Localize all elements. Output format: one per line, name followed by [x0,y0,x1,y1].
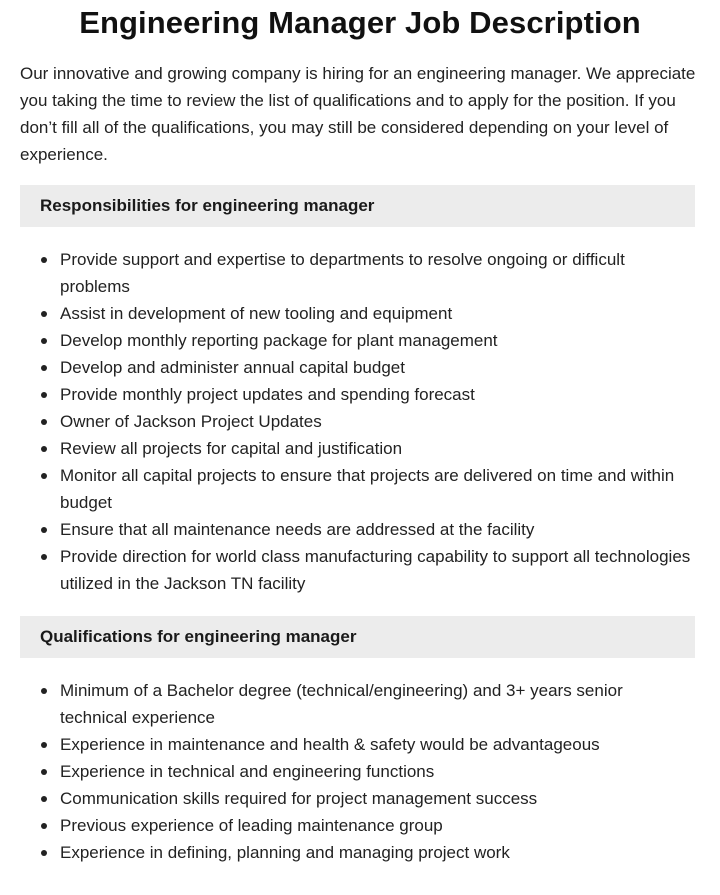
list-item [0,785,692,812]
list-item [0,300,692,327]
bullet-icon [41,311,47,317]
bullet-icon [41,365,47,371]
list-item [0,381,692,408]
bullet-icon [41,742,47,748]
bullet-icon [41,850,47,856]
bullet-icon [41,257,47,263]
list-item-text: Communication skills required for project management success [60,789,538,808]
list-item-text: Develop monthly reporting package for plant management [60,331,498,350]
qualifications-list [0,677,720,866]
page-title: Engineering Manager Job Description [79,5,641,40]
bullet-icon [41,419,47,425]
list-item-text: Provide monthly project updates and spending forecast [60,385,475,404]
list-item [0,812,692,839]
list-item [0,408,692,435]
list-item [0,731,692,758]
bullet-icon [41,688,47,694]
bullet-icon [41,338,47,344]
list-item-text: Provide support and expertise to departments to resolve ongoing or difficult problems [60,250,625,296]
list-item [0,758,692,785]
list-item [0,354,692,381]
list-item-text: Monitor all capital projects to ensure that projects are delivered on time and within budget [60,466,675,512]
list-item-text: Develop and administer annual capital budget [60,358,405,377]
list-item-text: Experience in defining, planning and managing project work [60,843,510,862]
list-item-text: Previous experience of leading maintenance group [60,816,443,835]
list-item-text: Experience in technical and engineering functions [60,762,435,781]
list-item-text: Ensure that all maintenance needs are addressed at the facility [60,520,535,539]
bullet-icon [41,392,47,398]
list-item [0,435,692,462]
bullet-icon [41,554,47,560]
list-item [0,839,692,866]
bullet-icon [41,769,47,775]
list-item-text: Experience in maintenance and health & safety would be advantageous [60,735,600,754]
qualifications-heading: Qualifications for engineering manager [20,616,695,658]
list-item-text: Minimum of a Bachelor degree (technical/engineering) and 3+ years senior technical experience [60,681,623,727]
bullet-icon [41,823,47,829]
list-item [0,677,692,731]
list-item [0,327,692,354]
list-item [0,543,692,597]
bullet-icon [41,473,47,479]
list-item-text: Provide direction for world class manufacturing capability to support all technologies utilized in the Jackson TN facility [60,547,691,593]
list-item-text: Assist in development of new tooling and equipment [60,304,453,323]
list-item-text: Owner of Jackson Project Updates [60,412,322,431]
list-item [0,246,692,300]
bullet-icon [41,446,47,452]
bullet-icon [41,527,47,533]
bullet-icon [41,796,47,802]
responsibilities-list [0,246,720,597]
list-item [0,462,692,516]
list-item [0,516,692,543]
list-item-text: Review all projects for capital and justification [60,439,403,458]
intro-paragraph: Our innovative and growing company is hiring for an engineering manager. We appreciate you taking the time to review the list of qualifications and to apply for the position. If you don’t fill all of the qualifications, you may still be considered depending on your level of experience. [20,64,696,164]
responsibilities-heading: Responsibilities for engineering manager [20,185,695,227]
